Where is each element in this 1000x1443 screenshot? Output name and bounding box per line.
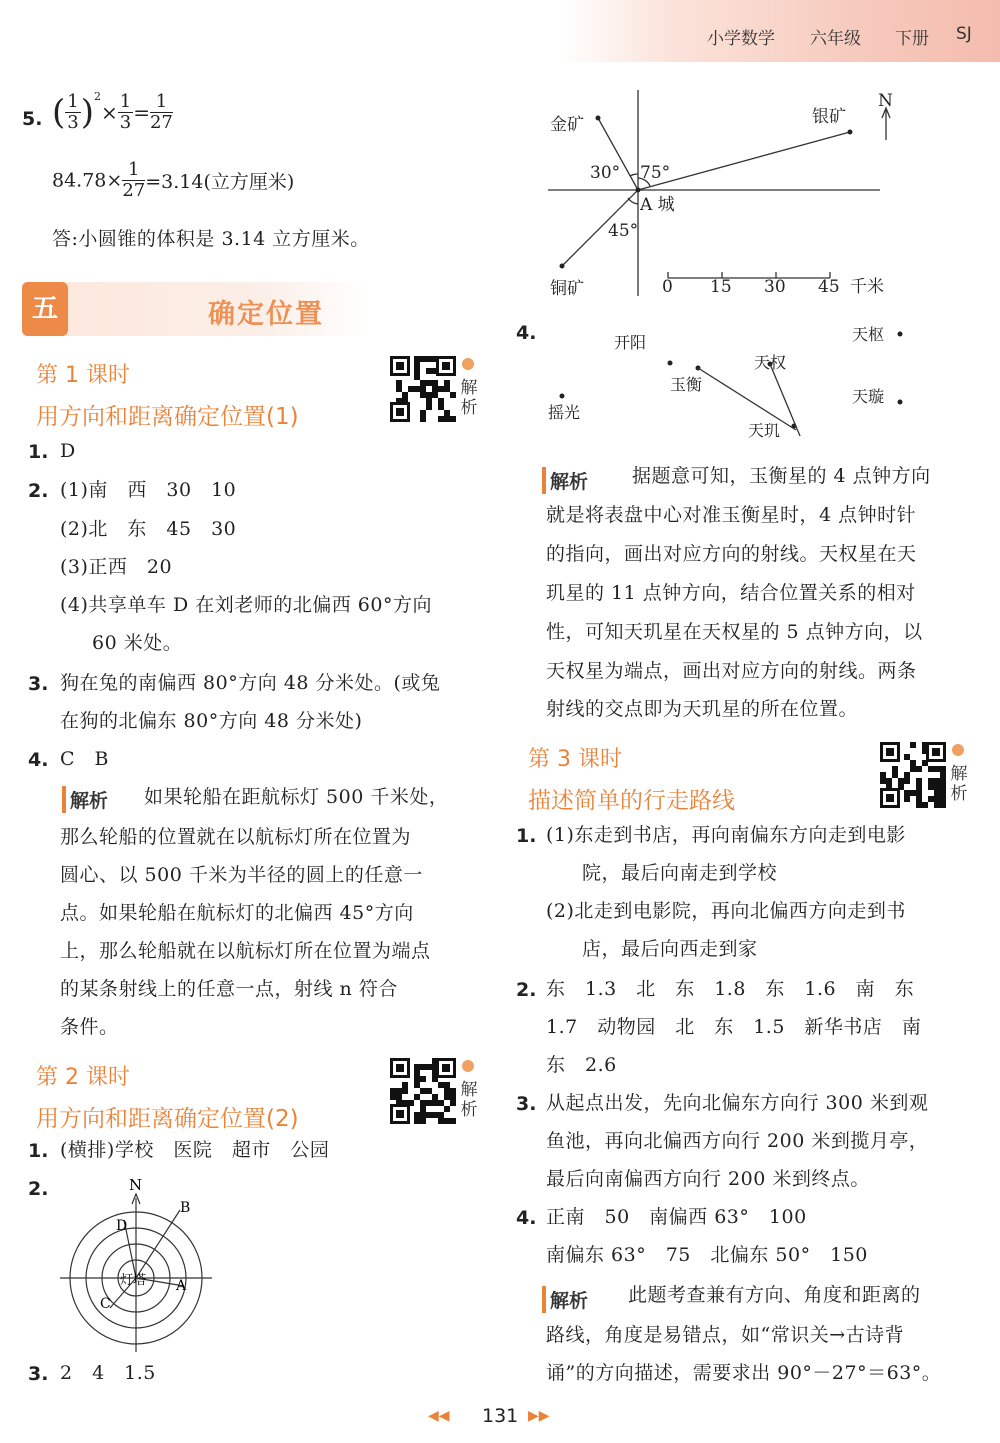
l1-item-text: 在狗的北偏东 80°方向 48 分米处): [60, 710, 363, 732]
l2-q3-number: 3.: [28, 1363, 49, 1385]
play-icon: [952, 744, 964, 756]
lesson1-title: 用方向和距离确定位置(1): [36, 404, 299, 430]
map-scale-30: 30: [764, 277, 786, 297]
prev-page-icon[interactable]: ◀◀: [428, 1408, 450, 1424]
q5-number: 5.: [22, 108, 43, 130]
map-gold-mine: 金矿: [550, 115, 584, 135]
l2-q2-number: 2.: [28, 1178, 49, 1200]
l3-item-text: 1.7 动物园 北 东 1.5 新华书店 南: [546, 1016, 922, 1038]
map-silver-mine: 银矿: [812, 107, 846, 127]
q5-answer: 答:小圆锥的体积是 3.14 立方厘米。: [52, 228, 370, 250]
l1-analysis-line: 条件。: [60, 1016, 119, 1038]
map-copper-mine: 铜矿: [550, 279, 584, 299]
l3-item-text: 店，最后向西走到家: [582, 938, 758, 960]
r-analysis1-line: 天权星为端点，画出对应方向的射线。两条: [546, 660, 917, 682]
l1-item-text: D: [60, 440, 76, 462]
map-angle-45: 45°: [608, 221, 639, 241]
l3-analysis-badge: 解析: [542, 1286, 588, 1313]
play-icon: [462, 358, 474, 370]
map-scale-45: 45: [818, 277, 840, 297]
map-angle-30: 30°: [590, 163, 621, 183]
l1-item-text: (1)南 西 30 10: [60, 479, 237, 501]
star-kaiyang: 开阳: [614, 333, 647, 352]
map-north: N: [878, 91, 893, 111]
lesson1-label: 第 1 课时: [36, 363, 130, 388]
r-analysis1-line: 射线的交点即为天玑星的所在位置。: [546, 698, 859, 720]
l1-analysis-line: 那么轮船的位置就在以航标灯所在位置为: [60, 826, 412, 848]
map-angle-75: 75°: [640, 163, 671, 183]
lesson3-title: 描述简单的行走路线: [528, 788, 735, 814]
diagram-point-a: A: [176, 1278, 187, 1294]
l1-item-text: C B: [60, 748, 110, 770]
star-tianshu: 天枢: [852, 325, 885, 344]
l3-item-text: 南偏东 63° 75 北偏东 50° 150: [546, 1244, 868, 1266]
q5-line1: ( $\frac{1}{3}$ )$^2$× $\frac{1}{3}$ = $\frac{1}{27}$: [52, 90, 173, 133]
r-analysis1-badge: 解析: [542, 467, 588, 494]
page-number: 131: [482, 1405, 519, 1427]
star-tianquan: 天权: [754, 353, 787, 372]
lesson3-qr-code[interactable]: [880, 742, 946, 808]
lesson3-qr-label: 解析: [950, 764, 968, 804]
lesson2-qr-code[interactable]: [390, 1058, 456, 1124]
l1-item-number: 1.: [28, 441, 49, 463]
l2-q1-text: (横排)学校 医院 超市 公园: [60, 1139, 330, 1161]
l1-item-number: 3.: [28, 673, 49, 695]
diagram-point-d: D: [116, 1218, 128, 1234]
header-edition: SJ: [956, 24, 972, 44]
l3-item-text: (1)东走到书店，再向南偏东方向走到电影: [546, 824, 906, 846]
star-tianji: 天玑: [748, 421, 781, 440]
header-subject: 小学数学: [707, 29, 775, 49]
header-grade: 六年级: [810, 29, 861, 49]
unit-title: 确定位置: [208, 299, 324, 330]
mine-map: [540, 86, 900, 306]
l1-item-text: (3)正西 20: [60, 556, 173, 578]
l1-analysis-line: 上，那么轮船就在以航标灯所在位置为端点: [60, 940, 431, 962]
star-diagram: [540, 318, 920, 448]
l1-item-text: (4)共享单车 D 在刘老师的北偏西 60°方向: [60, 594, 432, 616]
play-icon: [462, 1060, 474, 1072]
lesson1-qr-label: 解析: [460, 378, 478, 418]
l3-analysis-line: 此题考查兼有方向、角度和距离的: [628, 1284, 921, 1306]
l3-item-number: 1.: [516, 825, 537, 847]
lesson1-qr-code[interactable]: [390, 356, 456, 422]
l1-item-text: 60 米处。: [92, 632, 183, 654]
l1-analysis-line: 如果轮船在距航标灯 500 千米处，: [144, 786, 449, 808]
l3-item-number: 4.: [516, 1207, 537, 1229]
diagram-point-c: C: [100, 1296, 111, 1312]
header-volume: 下册: [895, 29, 929, 49]
l2-q1-number: 1.: [28, 1140, 49, 1162]
l3-item-text: 院，最后向南走到学校: [582, 862, 778, 884]
l3-item-text: 正南 50 南偏西 63° 100: [546, 1206, 807, 1228]
lesson1-analysis-badge: 解析: [62, 786, 108, 813]
l1-item-text: (2)北 东 45 30: [60, 518, 237, 540]
star-tianxuan: 天璇: [852, 387, 885, 406]
r-analysis1-line: 性，可知天玑星在天权星的 5 点钟方向，以: [546, 621, 923, 643]
diagram-center-label: 灯塔: [120, 1273, 147, 1288]
l3-analysis-line: 路线，角度是易错点，如“常识关→古诗背: [546, 1324, 905, 1346]
r-q4-number: 4.: [516, 322, 537, 344]
map-scale-15: 15: [710, 277, 732, 297]
l1-analysis-line: 的某条射线上的任意一点，射线 n 符合: [60, 978, 398, 1000]
l3-item-number: 2.: [516, 979, 537, 1001]
diagram-north-label: N: [129, 1176, 143, 1194]
lesson2-qr-label: 解析: [460, 1080, 478, 1120]
l3-item-text: 东 1.3 北 东 1.8 东 1.6 南 东: [546, 978, 915, 1000]
l3-item-number: 3.: [516, 1093, 537, 1115]
l1-item-number: 2.: [28, 480, 49, 502]
r-analysis1-line: 据题意可知，玉衡星的 4 点钟方向: [632, 465, 931, 487]
l1-analysis-line: 点。如果轮船在航标灯的北偏西 45°方向: [60, 902, 414, 924]
l3-item-text: 最后向南偏西方向行 200 米到终点。: [546, 1168, 870, 1190]
l3-analysis-line: 诵”的方向描述，需要求出 90°－27°＝63°。: [546, 1362, 942, 1384]
l1-analysis-line: 圆心、以 500 千米为半径的圆上的任意一: [60, 864, 423, 886]
unit-badge: 五: [22, 282, 68, 336]
lighthouse-diagram: [56, 1176, 226, 1356]
l3-item-text: (2)北走到电影院，再向北偏西方向走到书: [546, 900, 906, 922]
l3-item-text: 从起点出发，先向北偏东方向行 300 米到观: [546, 1092, 929, 1114]
map-scale-unit: 千米: [850, 277, 884, 297]
star-yuheng: 玉衡: [670, 375, 703, 394]
header-band: [560, 0, 1000, 62]
star-yaoguang: 摇光: [548, 403, 581, 422]
next-page-icon[interactable]: ▶▶: [528, 1408, 550, 1424]
l2-q3-text: 2 4 1.5: [60, 1362, 156, 1384]
l1-item-number: 4.: [28, 749, 49, 771]
map-city: A 城: [640, 195, 675, 215]
l3-item-text: 东 2.6: [546, 1054, 617, 1076]
r-analysis1-line: 的指向，画出对应方向的射线。天权星在天: [546, 543, 917, 565]
diagram-point-b: B: [180, 1200, 191, 1216]
r-analysis1-line: 就是将表盘中心对准玉衡星时，4 点钟时针: [546, 504, 917, 526]
lesson2-label: 第 2 课时: [36, 1065, 130, 1090]
q5-line2: 84.78× $\frac{1}{27}$ =3.14(立方厘米): [52, 159, 295, 201]
l3-item-text: 鱼池，再向北偏西方向行 200 米到揽月亭，: [546, 1130, 929, 1152]
r-analysis1-line: 玑星的 11 点钟方向，结合位置关系的相对: [546, 582, 916, 604]
l1-item-text: 狗在兔的南偏西 80°方向 48 分米处。(或兔: [60, 672, 441, 694]
lesson2-title: 用方向和距离确定位置(2): [36, 1106, 299, 1132]
map-scale-0: 0: [662, 277, 673, 297]
lesson3-label: 第 3 课时: [528, 747, 622, 772]
